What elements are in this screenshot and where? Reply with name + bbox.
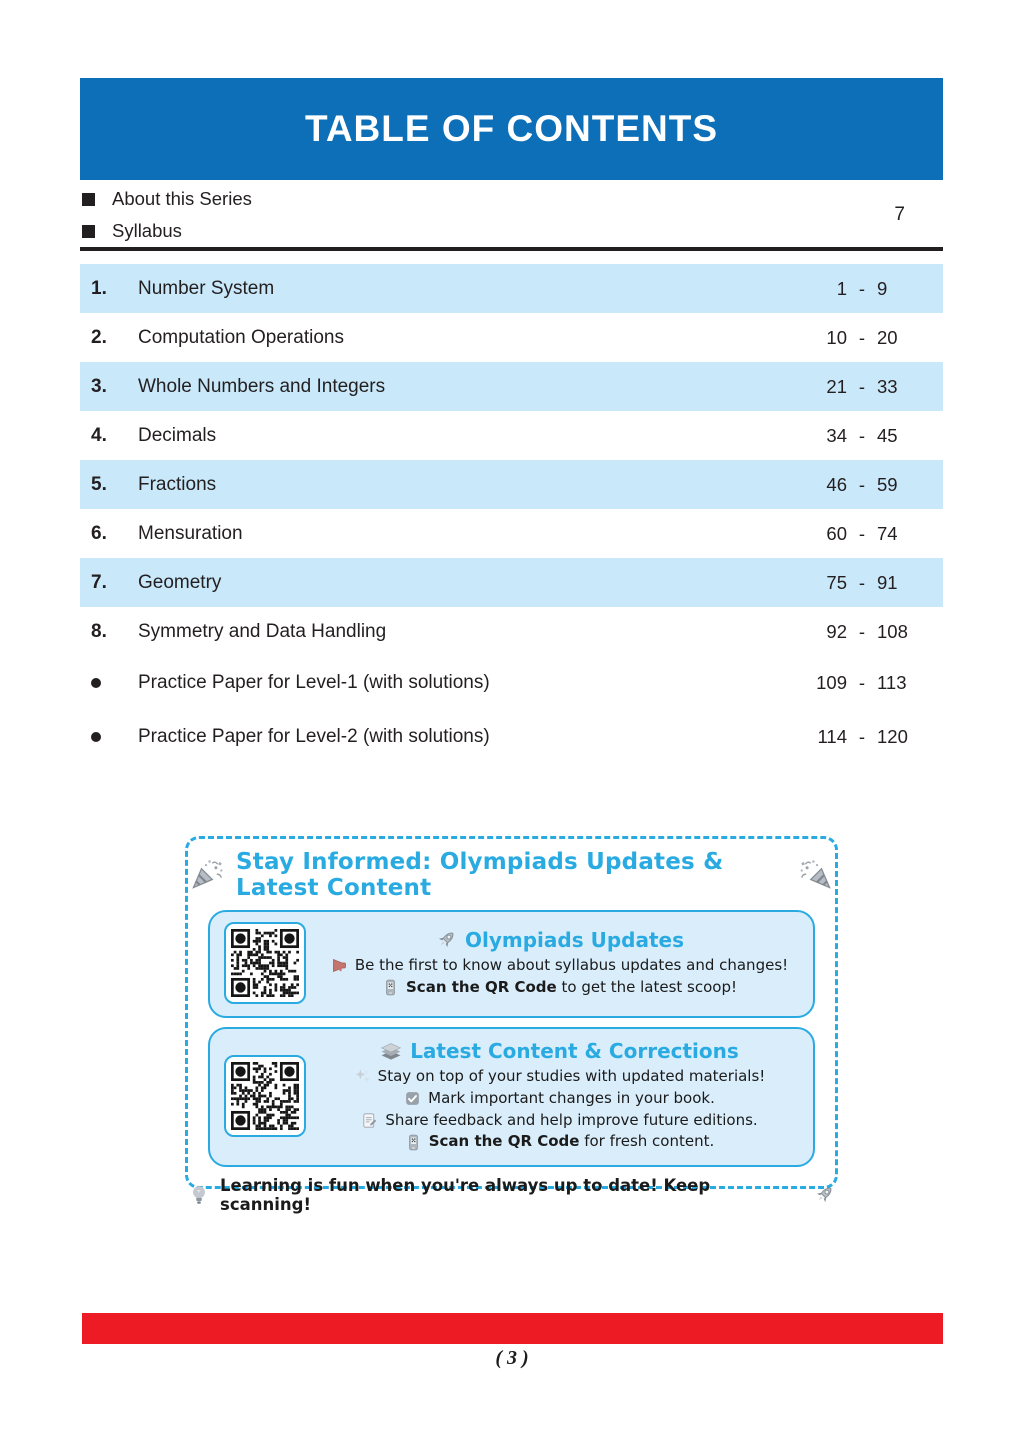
page-end: 59 [877, 473, 898, 495]
page-separator: - [858, 326, 866, 348]
page-separator: - [858, 424, 866, 446]
party-popper-icon [188, 857, 224, 893]
card-title-text: Olympiads Updates [465, 927, 684, 952]
page-number: ( 3 ) [495, 1347, 529, 1369]
toc-row-marker [80, 678, 138, 688]
toc-row-title: Computation Operations [138, 326, 344, 348]
page-end: 108 [877, 620, 908, 642]
square-bullet-icon [82, 225, 95, 238]
page-separator: - [858, 620, 866, 642]
toc-row-pages [803, 474, 943, 496]
toc-row [80, 710, 943, 764]
toc-row [80, 313, 943, 362]
updates-box-footer [188, 1176, 835, 1214]
card-line-text: Scan the QR Code for fresh content. [428, 1132, 715, 1151]
page-start: 92 [826, 620, 847, 642]
toc-row-title: Mensuration [138, 522, 243, 544]
toc-row-title: Whole Numbers and Integers [138, 375, 386, 397]
books-icon [380, 1040, 402, 1062]
divider-rule [80, 247, 943, 251]
card-line [320, 1066, 799, 1088]
card-title [320, 928, 799, 952]
toc-row [80, 460, 943, 509]
card-line [320, 977, 799, 999]
page-separator: - [858, 672, 866, 693]
card-line-text: Scan the QR Code to get the latest scoop! [406, 977, 737, 996]
toc-row [80, 558, 943, 607]
page-start: 60 [826, 522, 847, 544]
page-start: 75 [826, 571, 847, 593]
toc-row-title: Practice Paper for Level-1 (with solutions) [138, 672, 490, 693]
page-end: 33 [877, 375, 898, 397]
toc-row-marker: 2. [91, 326, 107, 348]
toc-row-pages [803, 425, 943, 447]
updates-card [208, 1027, 815, 1167]
qr-code [224, 922, 306, 1004]
page-separator: - [858, 375, 866, 397]
toc-row-pages [803, 726, 943, 748]
front-matter-section [80, 183, 943, 247]
page-end: 120 [877, 726, 908, 747]
updates-box-title: Stay Informed: Olympiads Updates & Latest Content [236, 849, 724, 901]
toc-row-pages [803, 327, 943, 349]
updates-cards [188, 910, 835, 1167]
page-end: 91 [877, 571, 898, 593]
front-matter-label: Syllabus [112, 220, 182, 241]
toc-row-title: Number System [138, 277, 275, 299]
page-end: 74 [877, 522, 898, 544]
card-line [320, 1088, 799, 1110]
page-separator: - [858, 522, 866, 544]
updates-box-header [188, 849, 835, 901]
card-line-text: Mark important changes in your book. [428, 1088, 715, 1107]
toc-row-pages [803, 621, 943, 643]
page-end: 45 [877, 424, 898, 446]
toc-row-marker: 4. [91, 424, 107, 446]
page-start: 109 [816, 672, 847, 693]
footer-red-bar [82, 1313, 943, 1344]
toc-row-pages [803, 672, 943, 694]
toc-row [80, 607, 943, 656]
toc-row-pages [803, 523, 943, 545]
card-line [320, 1131, 799, 1153]
toc-row [80, 411, 943, 460]
lightbulb-icon [188, 1184, 210, 1206]
toc-row-title: Geometry [138, 571, 222, 593]
front-matter-item [80, 215, 943, 247]
page-end: 113 [877, 672, 907, 693]
toc-row-title: Fractions [138, 473, 217, 495]
page-separator: - [858, 726, 866, 747]
card-title [320, 1039, 799, 1063]
front-matter-page-number: 7 [894, 204, 905, 225]
toc-row [80, 264, 943, 313]
toc-row [80, 362, 943, 411]
page-title-bar [80, 78, 943, 180]
toc-row [80, 656, 943, 710]
card-title-text: Latest Content & Corrections [410, 1039, 739, 1063]
toc-row-pages [803, 572, 943, 594]
page-separator: - [858, 571, 866, 593]
dot-bullet-icon [91, 678, 101, 688]
toc-row-marker: 3. [91, 375, 107, 397]
toc-row-title: Practice Paper for Level-2 (with solutions) [138, 726, 490, 747]
page-end: 20 [877, 326, 898, 348]
updates-card [208, 910, 815, 1018]
qr-code [224, 1055, 306, 1137]
rocket-icon [813, 1184, 835, 1206]
page-separator: - [858, 277, 866, 299]
page-start: 21 [826, 375, 847, 397]
toc-list [80, 264, 943, 764]
card-line [320, 955, 799, 977]
memo-icon [361, 1112, 378, 1129]
front-matter-label: About this Series [112, 188, 252, 209]
toc-row [80, 509, 943, 558]
dot-bullet-icon [91, 732, 101, 742]
updates-box-footer-text: Learning is fun when you're always up to date! Keep scanning! [220, 1176, 711, 1214]
page-end: 9 [877, 277, 888, 299]
toc-row-title: Symmetry and Data Handling [138, 620, 387, 642]
page-separator: - [858, 473, 866, 495]
toc-row-pages [803, 278, 943, 300]
toc-row-marker: 7. [91, 571, 107, 593]
front-matter-item [80, 183, 943, 215]
toc-row-marker: 8. [91, 620, 107, 642]
updates-box [185, 836, 838, 1214]
page-start: 1 [836, 277, 847, 299]
toc-row-marker [80, 732, 138, 742]
toc-row-pages [803, 376, 943, 398]
page-start: 46 [826, 473, 847, 495]
card-content [320, 928, 799, 999]
card-line-text: Stay on top of your studies with updated materials! [377, 1067, 766, 1085]
card-line [320, 1110, 799, 1132]
phone-scan-icon [382, 979, 399, 996]
card-line-text: Share feedback and help improve future editions. [385, 1110, 758, 1129]
card-line-text: Be the first to know about syllabus updates and changes! [354, 955, 789, 974]
card-content [320, 1039, 799, 1153]
megaphone-icon [331, 957, 348, 974]
rocket-icon [435, 929, 457, 951]
page-start: 114 [817, 726, 847, 747]
page-title: TABLE OF CONTENTS [304, 108, 718, 149]
checkbox-icon [404, 1090, 421, 1107]
toc-row-marker: 5. [91, 473, 107, 495]
page-start: 10 [826, 326, 847, 348]
phone-scan-icon [405, 1134, 422, 1151]
toc-row-marker: 1. [91, 277, 107, 299]
sparkles-icon [354, 1068, 371, 1085]
toc-row-title: Decimals [138, 424, 217, 446]
toc-row-marker: 6. [91, 522, 107, 544]
page-start: 34 [826, 424, 847, 446]
party-popper-icon [799, 857, 835, 893]
square-bullet-icon [82, 193, 95, 206]
